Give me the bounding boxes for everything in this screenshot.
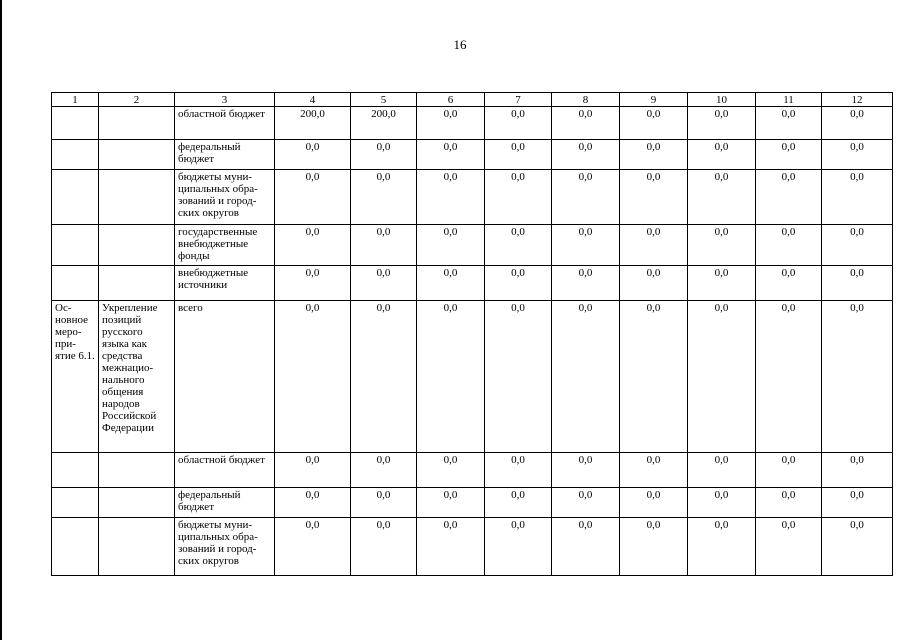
activity-code-cell <box>52 518 99 576</box>
value-cell: 0,0 <box>552 107 620 140</box>
value-cell: 0,0 <box>620 453 688 488</box>
value-cell: 0,0 <box>756 107 822 140</box>
value-cell: 0,0 <box>688 518 756 576</box>
value-cell: 0,0 <box>620 170 688 225</box>
table-row <box>52 488 893 518</box>
value-cell: 200,0 <box>351 107 417 140</box>
value-cell: 0,0 <box>688 301 756 453</box>
value-cell: 0,0 <box>485 301 552 453</box>
table-row <box>52 225 893 266</box>
column-header: 5 <box>351 93 417 107</box>
funding-source-cell: областной бюджет <box>175 107 275 140</box>
value-cell: 0,0 <box>552 225 620 266</box>
value-cell: 0,0 <box>620 266 688 301</box>
value-cell: 0,0 <box>275 225 351 266</box>
column-header: 11 <box>756 93 822 107</box>
activity-code-cell: Ос-новное меро-при-ятие 6.1. <box>52 301 99 453</box>
table-row <box>52 518 893 576</box>
value-cell: 0,0 <box>351 488 417 518</box>
value-cell: 0,0 <box>485 518 552 576</box>
value-cell: 0,0 <box>417 225 485 266</box>
column-header: 3 <box>175 93 275 107</box>
value-cell: 0,0 <box>620 488 688 518</box>
page-left-edge <box>0 0 2 640</box>
page-number: 16 <box>453 37 467 52</box>
activity-name-cell <box>99 140 175 170</box>
value-cell: 0,0 <box>552 453 620 488</box>
activity-name-cell <box>99 488 175 518</box>
value-cell: 0,0 <box>351 518 417 576</box>
value-cell: 0,0 <box>688 488 756 518</box>
value-cell: 0,0 <box>756 266 822 301</box>
value-cell: 0,0 <box>552 170 620 225</box>
value-cell: 0,0 <box>756 170 822 225</box>
value-cell: 0,0 <box>620 225 688 266</box>
value-cell: 0,0 <box>417 453 485 488</box>
value-cell: 0,0 <box>351 453 417 488</box>
value-cell: 0,0 <box>417 170 485 225</box>
activity-code-cell <box>52 140 99 170</box>
value-cell: 0,0 <box>552 140 620 170</box>
table-header-row <box>52 93 893 107</box>
value-cell: 0,0 <box>822 107 893 140</box>
value-cell: 0,0 <box>822 266 893 301</box>
value-cell: 0,0 <box>417 107 485 140</box>
activity-name-cell <box>99 518 175 576</box>
value-cell: 0,0 <box>552 266 620 301</box>
value-cell: 0,0 <box>485 488 552 518</box>
column-header: 4 <box>275 93 351 107</box>
value-cell: 0,0 <box>756 488 822 518</box>
value-cell: 0,0 <box>485 140 552 170</box>
activity-name-cell <box>99 266 175 301</box>
value-cell: 0,0 <box>756 225 822 266</box>
activity-code-cell <box>52 170 99 225</box>
value-cell: 0,0 <box>485 107 552 140</box>
value-cell: 0,0 <box>417 140 485 170</box>
value-cell: 0,0 <box>756 140 822 170</box>
activity-name-cell: Укрепление позиций русского языка как средства межнацио-нального общения народов Российской Федерации <box>99 301 175 453</box>
value-cell: 0,0 <box>688 140 756 170</box>
value-cell: 0,0 <box>351 170 417 225</box>
value-cell: 0,0 <box>822 140 893 170</box>
value-cell: 0,0 <box>552 488 620 518</box>
activity-code-cell <box>52 107 99 140</box>
value-cell: 0,0 <box>351 301 417 453</box>
value-cell: 0,0 <box>417 301 485 453</box>
value-cell: 0,0 <box>822 301 893 453</box>
value-cell: 0,0 <box>552 301 620 453</box>
value-cell: 0,0 <box>485 266 552 301</box>
value-cell: 0,0 <box>275 518 351 576</box>
activity-name-cell <box>99 170 175 225</box>
value-cell: 0,0 <box>417 488 485 518</box>
value-cell: 0,0 <box>822 518 893 576</box>
column-header: 12 <box>822 93 893 107</box>
value-cell: 0,0 <box>822 170 893 225</box>
value-cell: 0,0 <box>822 488 893 518</box>
activity-code-cell <box>52 453 99 488</box>
column-header: 6 <box>417 93 485 107</box>
funding-source-cell: областной бюджет <box>175 453 275 488</box>
value-cell: 0,0 <box>756 301 822 453</box>
value-cell: 0,0 <box>620 518 688 576</box>
value-cell: 0,0 <box>417 518 485 576</box>
table-row <box>52 170 893 225</box>
value-cell: 0,0 <box>688 170 756 225</box>
column-header: 2 <box>99 93 175 107</box>
value-cell: 0,0 <box>620 140 688 170</box>
value-cell: 0,0 <box>275 140 351 170</box>
column-header: 8 <box>552 93 620 107</box>
value-cell: 200,0 <box>275 107 351 140</box>
value-cell: 0,0 <box>485 170 552 225</box>
funding-source-cell: бюджеты муни-ципальных обра-зований и город-ских округов <box>175 518 275 576</box>
value-cell: 0,0 <box>688 225 756 266</box>
value-cell: 0,0 <box>620 107 688 140</box>
value-cell: 0,0 <box>688 266 756 301</box>
funding-source-cell: государственные внебюджетные фонды <box>175 225 275 266</box>
value-cell: 0,0 <box>275 266 351 301</box>
activity-name-cell <box>99 453 175 488</box>
funding-source-cell: федеральный бюджет <box>175 488 275 518</box>
column-header: 9 <box>620 93 688 107</box>
funding-source-cell: бюджеты муни-ципальных обра-зований и город-ских округов <box>175 170 275 225</box>
activity-code-cell <box>52 225 99 266</box>
value-cell: 0,0 <box>351 225 417 266</box>
activity-code-cell <box>52 488 99 518</box>
value-cell: 0,0 <box>417 266 485 301</box>
column-header: 1 <box>52 93 99 107</box>
value-cell: 0,0 <box>620 301 688 453</box>
table-row <box>52 107 893 140</box>
column-header: 7 <box>485 93 552 107</box>
funding-source-cell: всего <box>175 301 275 453</box>
column-header: 10 <box>688 93 756 107</box>
table-row <box>52 301 893 453</box>
table-row <box>52 266 893 301</box>
table-row <box>52 140 893 170</box>
value-cell: 0,0 <box>552 518 620 576</box>
funding-source-cell: внебюджетные источники <box>175 266 275 301</box>
value-cell: 0,0 <box>756 453 822 488</box>
value-cell: 0,0 <box>275 170 351 225</box>
activity-code-cell <box>52 266 99 301</box>
table-row <box>52 453 893 488</box>
value-cell: 0,0 <box>688 453 756 488</box>
value-cell: 0,0 <box>351 266 417 301</box>
activity-name-cell <box>99 225 175 266</box>
value-cell: 0,0 <box>275 301 351 453</box>
value-cell: 0,0 <box>822 453 893 488</box>
activity-name-cell <box>99 107 175 140</box>
budget-table <box>51 92 893 576</box>
value-cell: 0,0 <box>688 107 756 140</box>
value-cell: 0,0 <box>756 518 822 576</box>
value-cell: 0,0 <box>351 140 417 170</box>
value-cell: 0,0 <box>275 488 351 518</box>
value-cell: 0,0 <box>485 225 552 266</box>
value-cell: 0,0 <box>822 225 893 266</box>
value-cell: 0,0 <box>275 453 351 488</box>
value-cell: 0,0 <box>485 453 552 488</box>
funding-source-cell: федеральный бюджет <box>175 140 275 170</box>
